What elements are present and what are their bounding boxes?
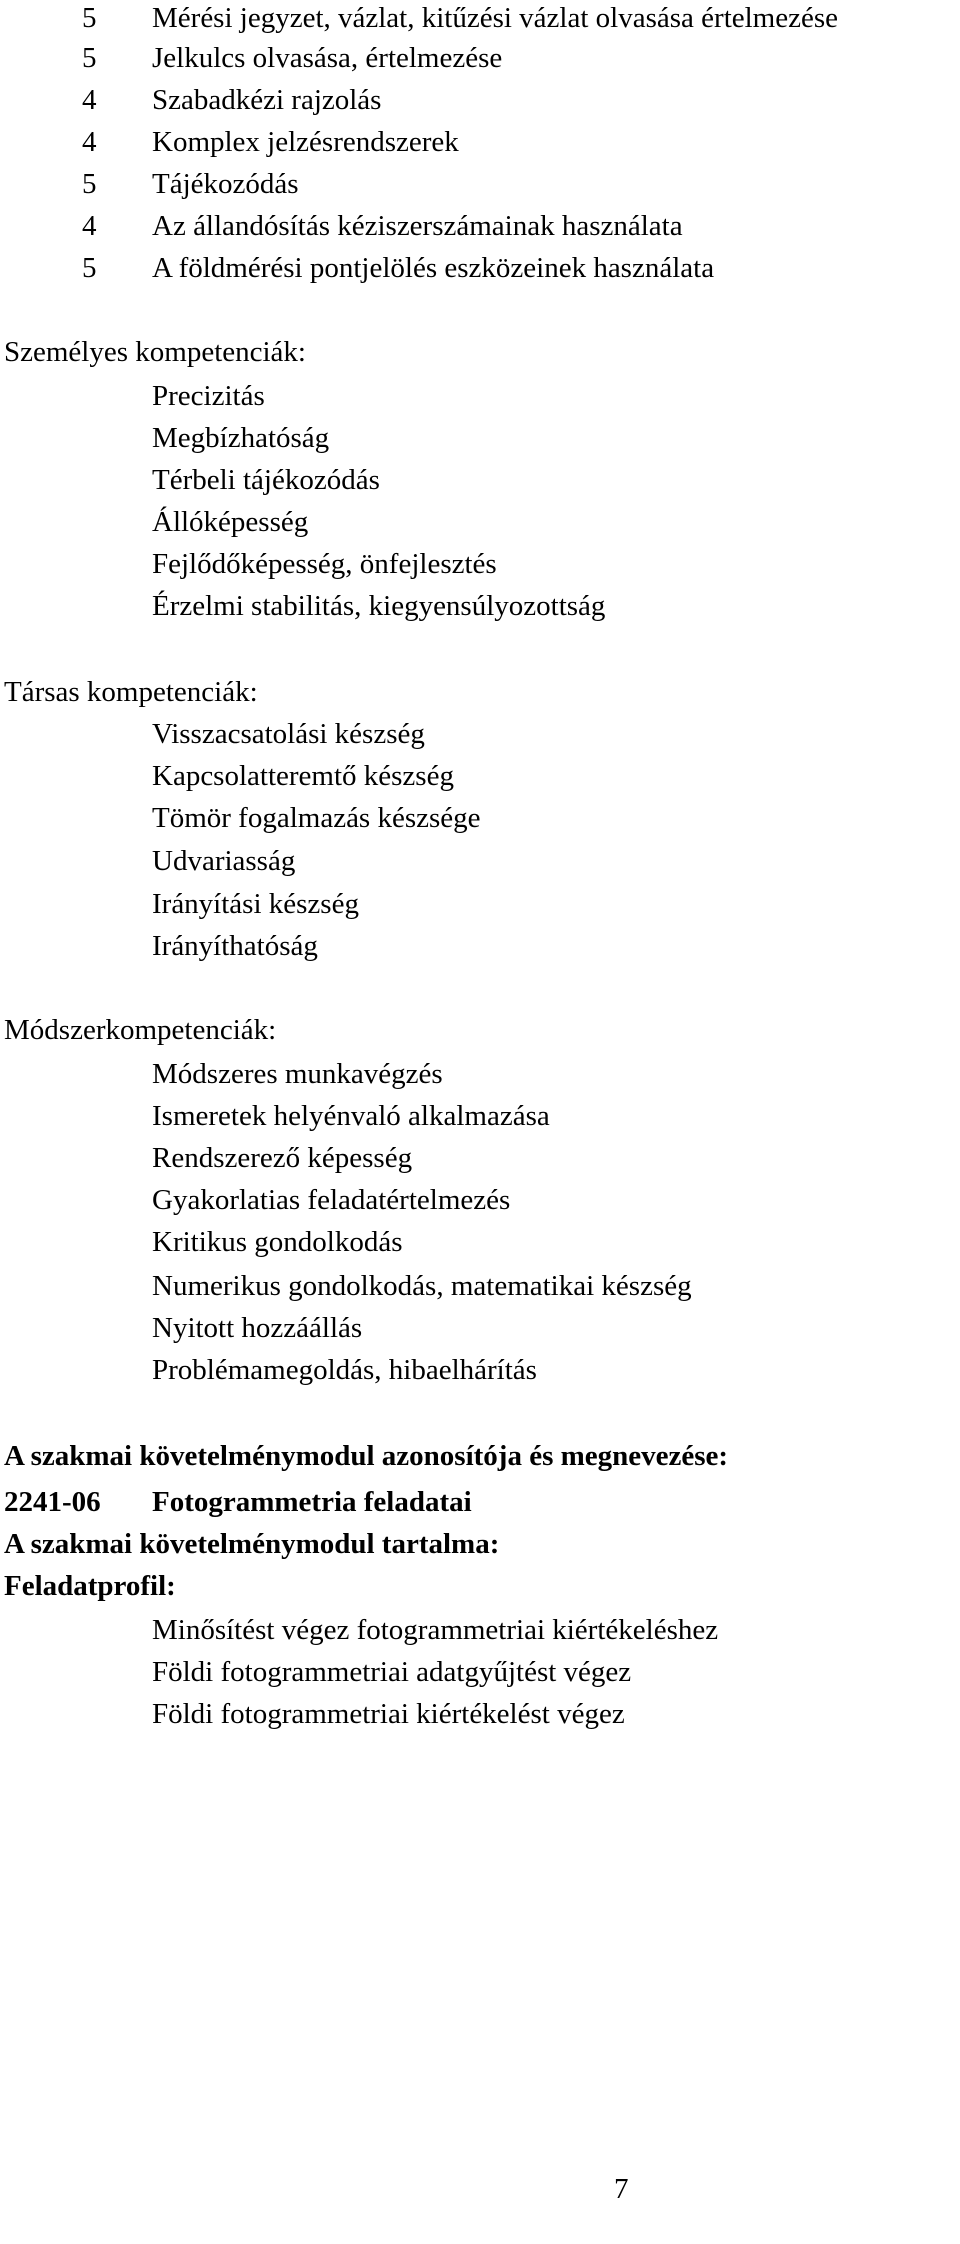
list-item: Érzelmi stabilitás, kiegyensúlyozottság: [152, 590, 606, 622]
list-item: Irányíthatóság: [152, 930, 318, 962]
list-item: Problémamegoldás, hibaelhárítás: [152, 1354, 537, 1386]
list-item: Ismeretek helyénvaló alkalmazása: [152, 1100, 550, 1132]
module-title: Fotogrammetria feladatai: [152, 1486, 472, 1518]
level-text: Az állandósítás kéziszerszámainak használata: [152, 210, 683, 242]
level-number: 5: [82, 2, 97, 34]
list-item: Nyitott hozzáállás: [152, 1312, 363, 1344]
list-item: Kapcsolatteremtő készség: [152, 760, 454, 792]
list-item: Irányítási készség: [152, 888, 359, 920]
task-profile-heading: Feladatprofil:: [4, 1570, 176, 1602]
level-number: 5: [82, 252, 97, 284]
list-item: Minősítést végez fotogrammetriai kiértékeléshez: [152, 1614, 719, 1646]
level-text: A földmérési pontjelölés eszközeinek használata: [152, 252, 715, 284]
list-item: Numerikus gondolkodás, matematikai készség: [152, 1270, 692, 1302]
level-text: Jelkulcs olvasása, értelmezése: [152, 42, 503, 74]
level-number: 5: [82, 168, 97, 200]
list-item: Rendszerező képesség: [152, 1142, 413, 1174]
list-item: Udvariasság: [152, 845, 296, 877]
list-item: Fejlődőképesség, önfejlesztés: [152, 548, 497, 580]
list-item: Állóképesség: [152, 506, 309, 538]
personal-competencies-heading: Személyes kompetenciák:: [4, 336, 306, 368]
level-text: Szabadkézi rajzolás: [152, 84, 382, 116]
module-code: 2241-06: [4, 1486, 101, 1518]
level-number: 4: [82, 84, 97, 116]
list-item: Módszeres munkavégzés: [152, 1058, 443, 1090]
list-item: Megbízhatóság: [152, 422, 330, 454]
list-item: Kritikus gondolkodás: [152, 1226, 403, 1258]
module-id-heading: A szakmai követelménymodul azonosítója és megnevezése:: [4, 1440, 729, 1472]
level-number: 5: [82, 42, 97, 74]
list-item: Gyakorlatias feladatértelmezés: [152, 1184, 511, 1216]
list-item: Térbeli tájékozódás: [152, 464, 380, 496]
page-number: 7: [614, 2173, 629, 2205]
list-item: Visszacsatolási készség: [152, 718, 425, 750]
social-competencies-heading: Társas kompetenciák:: [4, 676, 258, 708]
level-text: Mérési jegyzet, vázlat, kitűzési vázlat olvasása értelmezése: [152, 2, 839, 34]
list-item: Precizitás: [152, 380, 265, 412]
level-number: 4: [82, 210, 97, 242]
level-text: Komplex jelzésrendszerek: [152, 126, 459, 158]
list-item: Földi fotogrammetriai kiértékelést végez: [152, 1698, 625, 1730]
module-content-heading: A szakmai követelménymodul tartalma:: [4, 1528, 500, 1560]
list-item: Földi fotogrammetriai adatgyűjtést végez: [152, 1656, 632, 1688]
level-number: 4: [82, 126, 97, 158]
level-text: Tájékozódás: [152, 168, 299, 200]
list-item: Tömör fogalmazás készsége: [152, 802, 481, 834]
method-competencies-heading: Módszerkompetenciák:: [4, 1014, 277, 1046]
